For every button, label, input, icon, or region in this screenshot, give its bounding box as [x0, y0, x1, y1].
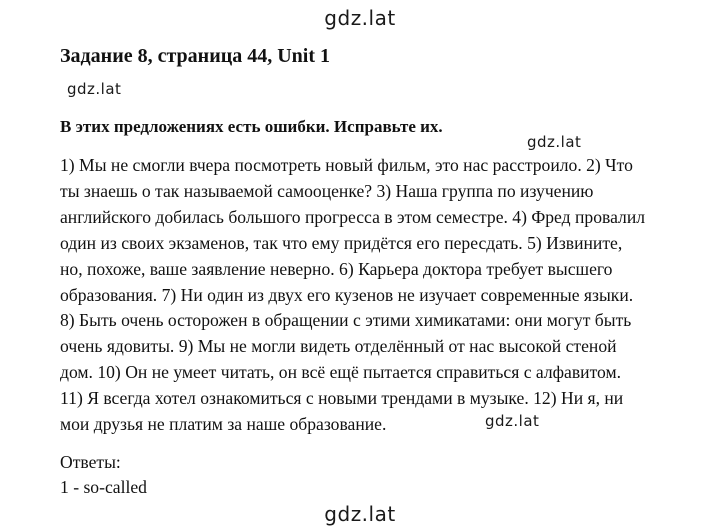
answers-label: Ответы:: [60, 452, 121, 472]
text-line: очень ядовиты. 9) Мы не могли видеть отделённый от нас высокой стеной: [60, 336, 617, 357]
text-line: ты знаешь о так называемой самооценке? 3) Наша группа по изучению: [60, 180, 594, 201]
answer-item: 1 - so-called: [60, 477, 147, 497]
sentences-text: [60, 153, 715, 438]
text-line: английского добилась большого прогресса в этом семестре. 4) Фред провалил: [60, 206, 646, 227]
watermark-top: gdz.lat: [324, 6, 396, 30]
text-line: образования. 7) Ни один из двух его кузенов не изучает современные языки.: [60, 284, 634, 305]
watermark-bottom: gdz.lat: [324, 502, 396, 526]
text-line: 8) Быть очень осторожен в обращении с этими химикатами: они могут быть: [60, 310, 632, 331]
text-line: но, похоже, ваше заявление неверно. 6) Карьера доктора требует высшего: [60, 258, 613, 279]
text-line: дом. 10) Он не умеет читать, он всё ещё пытается справиться с алфавитом.: [60, 362, 622, 383]
watermark-under-title: gdz.lat: [67, 80, 122, 98]
text-line: 1) Мы не смогли вчера посмотреть новый фильм, это нас расстроило. 2) Что: [60, 155, 633, 175]
watermark-right: gdz.lat: [527, 133, 582, 151]
page-title: Задание 8, страница 44, Unit 1: [60, 45, 331, 67]
text-line: один из своих экзаменов, так что ему придётся его пересдать. 5) Извините,: [60, 232, 623, 253]
text-line: мои друзья не платим за наше образование.: [60, 414, 387, 435]
text-line: 11) Я всегда хотел ознакомиться с новыми трендами в музыке. 12) Ни я, ни: [60, 388, 624, 409]
task-instruction: В этих предложениях есть ошибки. Исправьте их.: [60, 117, 443, 136]
watermark-in-text: gdz.lat: [485, 412, 540, 430]
